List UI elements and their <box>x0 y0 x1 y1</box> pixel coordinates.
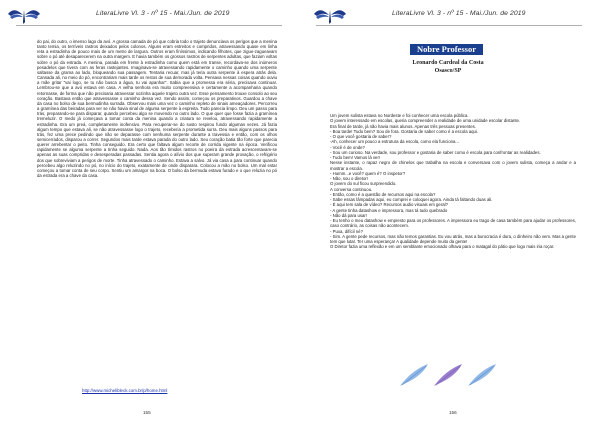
header-rule <box>16 25 282 26</box>
article-paragraph: - Tudo bem! Vamos lá ver! <box>330 155 381 160</box>
winged-pen-logo-icon <box>6 4 42 26</box>
article-paragraph: - A gente tinha datashow e impressora, mas tá tudo quebrado <box>330 207 448 213</box>
article-title: Nobre Professor <box>410 44 483 55</box>
article-paragraph: - É aqui tem sala de vídeo? Recursos audio visuais em geral? <box>330 202 448 208</box>
header-rule <box>316 25 582 26</box>
article-paragraph: - Eu tenho o meu datashow e empresto para os professores. A impressora eu trago de casa também para ajudar os professores, caso contrário, as coisas não acontecem. <box>330 218 576 229</box>
article-paragraph: - Puxa, difícil né? <box>330 228 363 234</box>
article-paragraph: - O que você gostaria de saber? <box>330 134 392 139</box>
feathers-icon <box>394 362 498 388</box>
page-number: 156 <box>449 410 457 415</box>
story-paragraph: do pai, do outro, o imenso lago da avó. A grossa camada de pó que cobria todo o trajeto denunciava os perigos que a menina tanto temia, os terríveis rastros deixados pelos colonos. Alguns eram estreitos e compridos, atravessando quase em linha reta a estradinha de pouco mais de um metro de largura. Outros eram finíssimos, indicando filhotes, que zigue-zagueavam sobre o pó até desaparecerem na outra margem. E havia também os grossos rastros de serpentes adultas, que faziam voltas sobre o pó da estrada. A menina, parada em frente à estradinha como quem está em transe, recordava-se dos inúmeros pesadelos que tivera com as feras rastejantes. Imaginava-se atravessando rapidamente o caminho quando uma serpente saltasse da grama ao lado, bloqueando sua passagem. Tentaria recuar, mas já teria outra serpente à espera atrás dela. Cansada ali, no meio do pó, encontrariam mais tarde os restos de sua demorada volta. Pensava nessas coisas quando ouviu a mãe gritar "vai logo, se tu não busca a água, tu vai apanhar". Sabia que a promessa era séria, precisava continuar. Lembrou-se que a avó estava em casa. A velha senhora era muito compreensiva e certamente a acompanharia quando retornasse, de forma que não precisaria atravessar sozinha aquele trajeto outra vez. Esse pensamento trouxe consolo ao seu coração. Bastava então que atravessasse o caminho dessa vez. Sendo assim, começou os preparativos. Guardou a chave da casa no bolso de sua bermudinha surrada. Observou mais uma vez o caminho repleto de sinais ameaçadores. Percorreu a gramínea das beiradas para ver se não havia sinal de alguma serpente à espreita. Tudo parecia limpo. Deu um passo para trás, preparando-se para disparar, quando percebeu algo se movendo no outro lado. O que quer que fosse fazia a gramínea tremeluzir. O medo já começava a tomar conta da menina quando a criatura se revelou, atravessando rapidamente a estradinha. Era um preá, completamente inofensivo. Para recuperar-se do susto respirou fundo algumas vezes. Já fazia algum tempo que estava ali, se não atravessasse logo o trajeto, receberia a prometida surra. Deu mais alguns passos para trás, fez uma prece pedindo que não se deparasse com nenhuma serpente durante a travessia e então, com os olhos semicerrados, disparou a correr. Segundos mais tarde estava parada do outro lado. Seu coração batia tão forte que parecia querer arrebentar o peito. Tinha conseguido. Era certo que faltava algum recorte de corrida vigente na época. Verificou rapidamente se alguma serpente a tinha seguido. Nada. Aos tão tímidos rastros no poeira da estrada acrescentavam-se apenas as suas compridas e desesperadas passadas. Sentia agora o alívio dos que superam grande provação, o refrigério dos que sobreviviam a perigos de morte. Tinha atravessado o caminho. Estava a salvo. Já via casa a para continuar quando percebeu algo reluzindo no pó, no início do trajeto, exatamente de onde disparara. Colocou a mão no bolso. Um mal estar começou a tomar conta de seu corpo. Sentiu um amargor na boca. O bolso da bermuda estava furado e o que reluzia no pó da estrada era a chave da casa. <box>37 39 277 179</box>
right-page <box>300 0 600 424</box>
article-paragraph: O jovem interessado em escolas, queria compreender a realidade de uma unidade escolar distante. <box>330 118 521 124</box>
article-paragraph: O jovem do sul ficou surpreendido. <box>330 181 397 187</box>
running-header: LiteraLivre Vl. 3 - nº 15 - Mai./Jun. de 2019 <box>96 10 230 17</box>
article-paragraph: - Sim. A gente pede recursos, mas não temos garantias. Eu vou atrás, mas a burocracia é dura, o dinheiro não vem. Mas a gente tem que lutar. Ter uma esperança! A qualidade depende muito da gente! <box>330 233 577 244</box>
author-website-link[interactable]: http://www.michelibleck.com.br/p/home.html <box>82 388 168 393</box>
article-paragraph: - Então, como é a questão de recursos aqui na escola? <box>330 191 436 197</box>
article-paragraph: -Ah, conhecer um pouco a estrutura da escola, como ela funciona... <box>330 139 459 145</box>
article-paragraph: Um jovem sulista estava no Nordeste e foi conhecer uma escola pública. <box>330 113 469 118</box>
article-paragraph: - Não dá para usar! <box>330 212 368 218</box>
article-paragraph: A conversa continuou. <box>330 186 373 192</box>
article-text <box>330 113 576 250</box>
story-text <box>37 39 277 178</box>
winged-pen-logo-icon <box>312 4 348 26</box>
page-number: 155 <box>143 410 151 415</box>
author-name: Leonardo Cardeal da Costa <box>412 60 484 66</box>
author-byline <box>400 59 496 75</box>
article-paragraph: Era final de tarde, já não havia mais alunos. Apenas três pessoas presentes. <box>330 123 476 129</box>
article-paragraph: Nesse instante, o rapaz negro de chinelos que trabalha na escola e conversava com o jovem sulista, começa a andar e a mostrar a escola. <box>330 160 576 171</box>
article-paragraph: - Sou um curioso. Na verdade, sou professor e gostaria de saber como é escola para confrontar as realidades. <box>330 149 541 155</box>
article-paragraph: - Humm...e você? quem é? O inspetor? <box>330 170 406 176</box>
page-header <box>0 0 300 26</box>
article-paragraph: - Boa tarde! Tudo bem? Sou de fora. Gostaria de saber como é a escola aqui. <box>330 128 479 134</box>
running-header: LiteraLivre Vl. 3 - nº 15 - Mai./Jun. de 2019 <box>392 10 526 17</box>
article-paragraph: - Sabe essas lâmpadas aqui, eu comprei e coloquei agora. Ainda tá faltando duas ali. <box>330 197 493 202</box>
article-paragraph: O Diretor fazia uma reflexão e em um semblante emocionado olhava para o matagal do pátio que logo mais iria roçar. <box>330 244 555 250</box>
article-paragraph: - Não, sou o diretor! <box>330 176 368 181</box>
author-location: Osasco/SP <box>434 68 462 74</box>
page-header <box>300 0 600 26</box>
article-paragraph: - Você é de onde? <box>330 144 365 150</box>
